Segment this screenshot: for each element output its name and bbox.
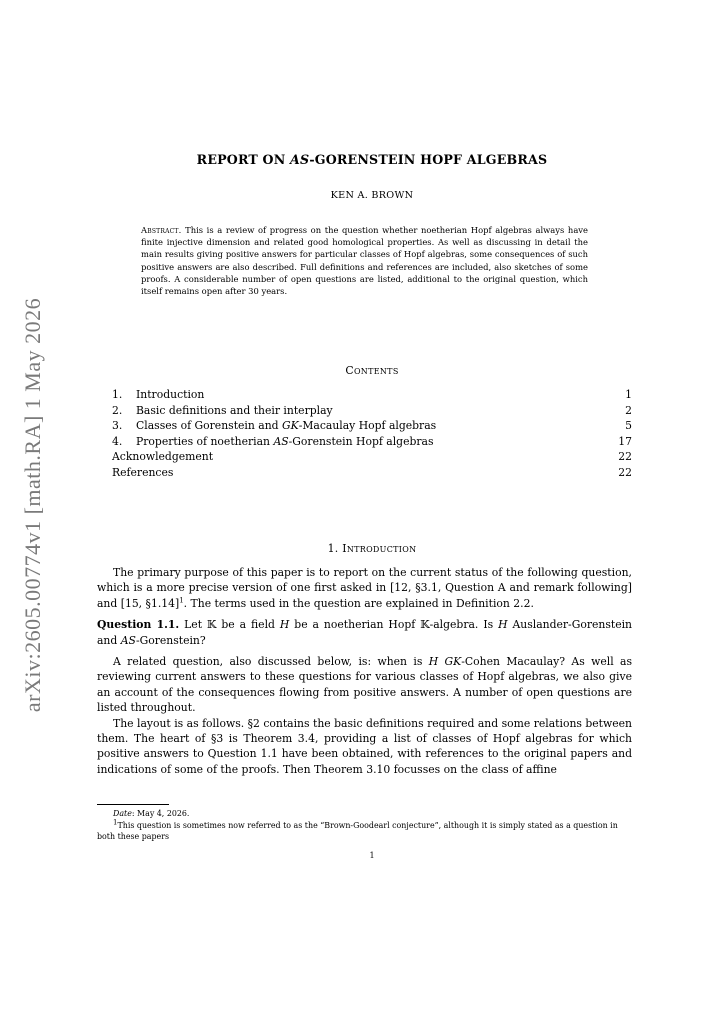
toc-entry-acknowledgement: [112, 449, 632, 465]
toc-entry-properties: [112, 434, 632, 450]
title-part-1: REPORT ON: [196, 152, 291, 167]
toc-entry-number: 3.: [112, 419, 123, 433]
date-label: Date: [113, 809, 132, 818]
section-heading-introduction: [112, 542, 632, 555]
footnote-1-text: This question is sometimes now referred to as the “Brown-Goodearl conjecture”, although it is simply stated as a question in both these papers: [97, 820, 618, 842]
abstract-text: This is a review of progress on the question whether noetherian Hopf algebras always have finite injective dimension and related good homological properties. As well as discussing in detail the main results giving positive answers for particular classes of Hopf algebras, some consequences of such positive answers are also described. Full definitions and references are included, also sketches of some proofs. A considerable number of open questions are listed, additional to the original question, which itself remains open after 30 years.: [141, 225, 588, 297]
footnote-1-marker: 1: [113, 817, 118, 826]
contents-heading: Contents: [345, 364, 399, 377]
footnote-marker: 1: [179, 596, 184, 605]
date-value: : May 4, 2026.: [131, 809, 190, 818]
table-of-contents: [112, 387, 632, 481]
toc-entry-title-part-1: Classes of Gorenstein and: [136, 419, 282, 433]
toc-entry-title: References: [112, 465, 174, 479]
toc-entry-title-italic: AS: [273, 434, 289, 448]
toc-entry-title: Basic definitions and their interplay: [136, 403, 333, 417]
toc-entry-page: 1: [625, 388, 632, 401]
paragraph-3: The layout is as follows. §2 contains the basic definitions required and some relations between them. The heart of §3 is Theorem 3.4, providing a list of classes of Hopf algebras for which positive answers to Question 1.1 have been obtained, with references to the original papers and indications of some of the proofs. Then Theorem 3.10 focusses on the class of affine: [97, 716, 632, 776]
paragraph-1-text: The primary purpose of this paper is to report on the current status of the following question, which is a more precise version of one first asked in [12, §3.1, Question A and remark following] and [15, §1.14]: [97, 566, 632, 610]
toc-entry-title: Acknowledgement: [112, 450, 214, 464]
paragraph-1-text-end: . The terms used in the question are explained in Definition 2.2.: [183, 596, 534, 610]
toc-entry-page: 17: [618, 434, 632, 448]
toc-entry-title-part-2: -Gorenstein Hopf algebras: [288, 434, 434, 448]
toc-entry-references: [112, 465, 632, 481]
toc-entry-page: 22: [618, 465, 632, 479]
date-footnote: [97, 808, 632, 820]
question-text-b: H: [279, 618, 290, 632]
question-1-1: [97, 617, 632, 648]
question-text-f: AS: [120, 633, 136, 647]
section-number: 1.: [327, 542, 339, 555]
toc-entry-title: Introduction: [136, 388, 205, 401]
arxiv-stamp-text: arXiv:2605.00774v1 [math.RA] 1 May 2026: [20, 297, 46, 713]
paragraph-2-text-c: -Cohen Macaulay? As well as reviewing current answers to these questions for various classes of Hopf algebras, we also give an account of the consequences flowing from positive answers. A number of open questions are listed throughout.: [97, 655, 632, 715]
title-part-italic: AS: [290, 152, 310, 167]
paragraph-1: [97, 565, 632, 611]
footnotes: [97, 808, 632, 843]
toc-entry-number: 2.: [112, 403, 123, 417]
paragraph-2-text-b: H GK: [428, 655, 462, 669]
question-text-e: Auslander-Gorenstein and: [97, 618, 633, 647]
question-text-d: H: [498, 618, 508, 632]
abstract-label: Abstract.: [141, 225, 182, 235]
footnote-rule: [97, 804, 169, 805]
body-text: [97, 565, 632, 777]
footnote-1: [97, 817, 632, 843]
question-text-g: -Gorenstein?: [135, 633, 206, 647]
paper-title: [112, 152, 632, 167]
toc-entry-title-italic: GK: [282, 419, 299, 433]
toc-entry-classes: [112, 418, 632, 434]
toc-entry-basic-definitions: [112, 403, 632, 419]
section-title: Introduction: [342, 542, 417, 555]
title-part-2: -GORENSTEIN HOPF ALGEBRAS: [309, 152, 548, 167]
question-text-a: Let 𝕂 be a field: [184, 618, 280, 632]
toc-entry-number: 1.: [112, 388, 123, 401]
toc-entry-number: 4.: [112, 434, 123, 448]
toc-entry-page: 5: [625, 419, 632, 433]
toc-entry-title-part-1: Properties of noetherian: [136, 434, 274, 448]
question-text-c: be a noetherian Hopf 𝕂-algebra. Is: [289, 618, 499, 632]
page-number: 1: [369, 851, 375, 860]
toc-entry-page: 22: [618, 450, 632, 464]
toc-entry-title-part-2: -Macaulay Hopf algebras: [298, 419, 437, 433]
toc-entry-page: 2: [625, 403, 632, 417]
arxiv-identifier-stamp: [8, 280, 58, 730]
question-label: Question 1.1.: [97, 618, 180, 632]
abstract: [141, 224, 588, 297]
paragraph-2-text-a: A related question, also discussed below, is: when is: [113, 655, 429, 669]
paragraph-2: [97, 654, 632, 716]
paper-author: KEN A. BROWN: [330, 190, 414, 201]
toc-entry-introduction: [112, 387, 632, 403]
